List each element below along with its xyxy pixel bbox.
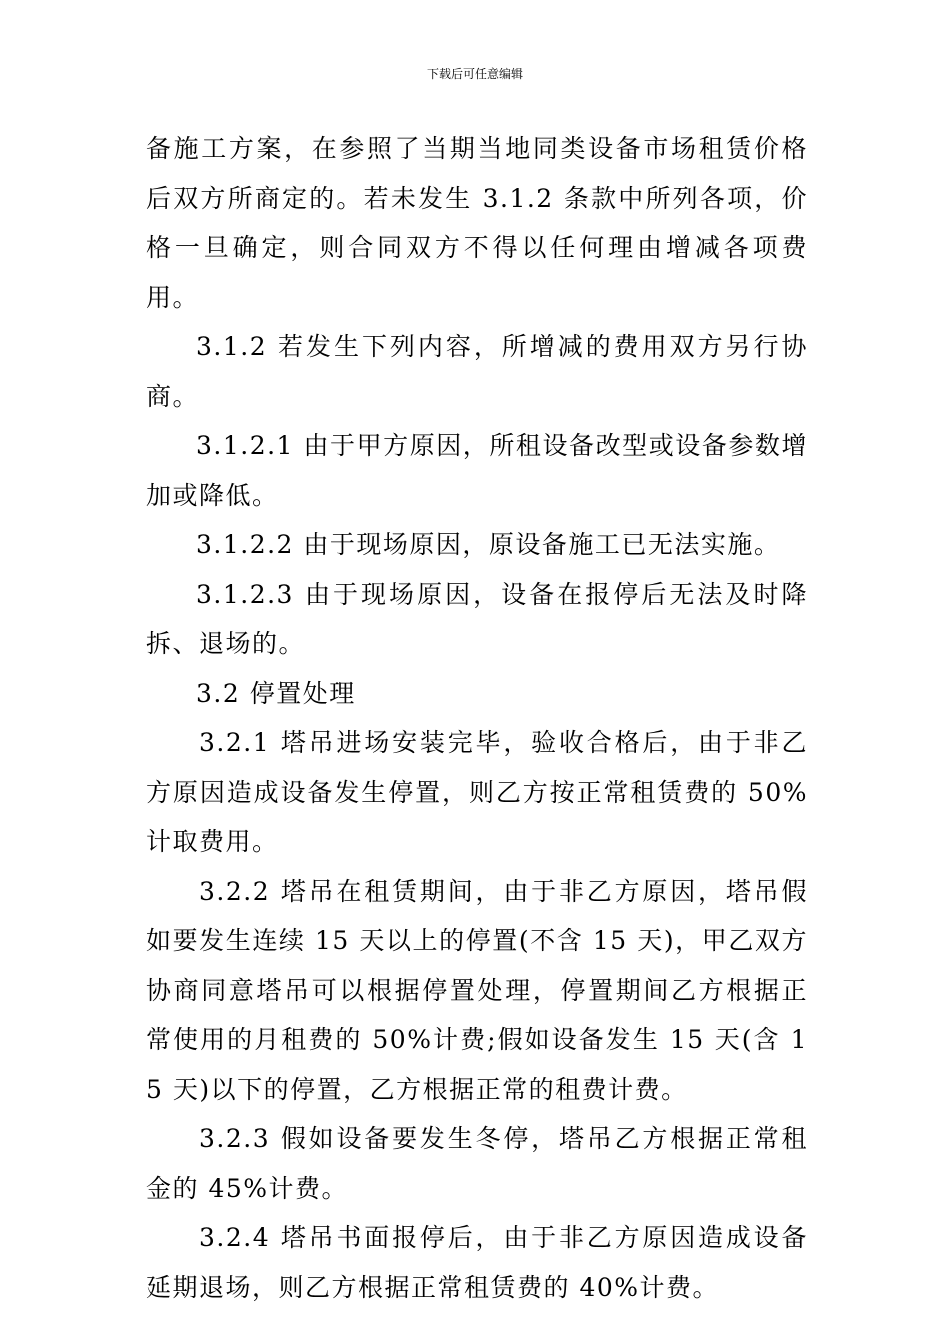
page-header: 下载后可任意编辑 xyxy=(426,67,523,81)
paragraph-clause-3-1-2-2: 3.1.2.2 由于现场原因，原设备施工已无法实施。 xyxy=(196,530,781,559)
paragraph-clause-3-2-1: 3.2.1 塔吊进场安装完毕，验收合格后，由于非乙方原因造成设备发生停置，则乙方按正常租赁费的 50%计取费用。 xyxy=(146,728,808,856)
paragraph-clause-3-1-2: 3.1.2 若发生下列内容，所增减的费用双方另行协商。 xyxy=(146,332,808,411)
paragraph-clause-3-2-2: 3.2.2 塔吊在租赁期间，由于非乙方原因，塔吊假如要发生连续 15 天以上的停置(不含 15 天)，甲乙双方协商同意塔吊可以根据停置处理，停置期间乙方根据正常使用的月租费的 50%计费;假如设备发生 15 天(含 15 天)以下的停置，乙方根据正常的租费计费。 xyxy=(146,876,808,1104)
section-heading-3-2: 3.2 停置处理 xyxy=(196,678,356,708)
paragraph-clause-3-1-2-3: 3.1.2.3 由于现场原因，设备在报停后无法及时降拆、退场的。 xyxy=(146,579,808,658)
paragraph-clause-3-2-3: 3.2.3 假如设备要发生冬停，塔吊乙方根据正常租金的 45%计费。 xyxy=(146,1124,808,1203)
document-body xyxy=(146,124,808,1312)
paragraph-continuation: 备施工方案，在参照了当期当地同类设备市场租赁价格后双方所商定的。若未发生 3.1.2 条款中所列各项，价格一旦确定，则合同双方不得以任何理由增减各项费用。 xyxy=(146,134,808,312)
paragraph-clause-3-2-4: 3.2.4 塔吊书面报停后，由于非乙方原因造成设备延期退场，则乙方根据正常租赁费的 40%计费。 xyxy=(146,1223,808,1302)
paragraph-clause-3-1-2-1: 3.1.2.1 由于甲方原因，所租设备改型或设备参数增加或降低。 xyxy=(146,431,808,510)
